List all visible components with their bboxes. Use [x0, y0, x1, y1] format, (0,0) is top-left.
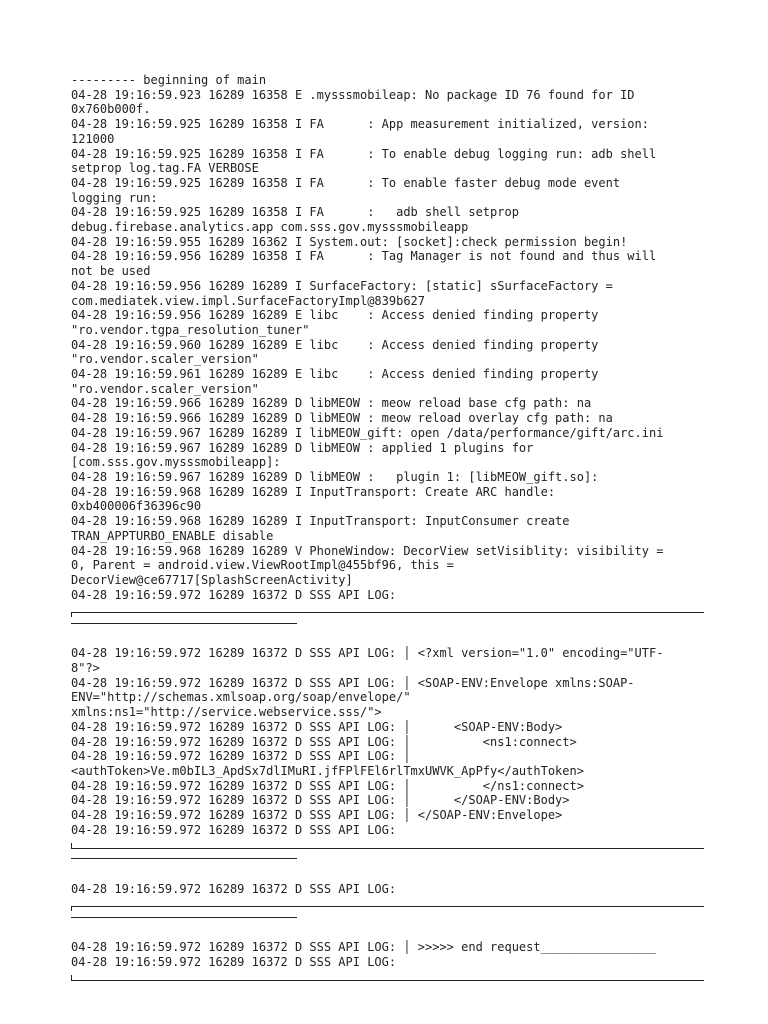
log-line: 04-28 19:16:59.967 16289 16289 D libMEOW : applied 1 plugins for	[71, 440, 534, 455]
log-line: 04-28 19:16:59.972 16289 16372 D SSS API LOG: │ >>>>> end request________________	[71, 940, 657, 955]
blank-line	[71, 926, 701, 941]
log-line: xmlns:ns1="http://service.webservice.sss/">	[71, 705, 382, 720]
log-line: 04-28 19:16:59.923 16289 16358 E .mysssmobileap: No package ID 76 found for ID	[71, 87, 635, 102]
log-line: debug.firebase.analytics.app com.sss.gov.mysssmobileapp	[71, 220, 469, 235]
log-line: 04-28 19:16:59.925 16289 16358 I FA : To enable faster debug mode event	[71, 175, 621, 190]
log-line: 04-28 19:16:59.956 16289 16358 I FA : Tag Manager is not found and thus will	[71, 249, 657, 264]
log-line: setprop log.tag.FA VERBOSE	[71, 161, 259, 176]
box-rule-segment	[71, 917, 297, 918]
log-line: 04-28 19:16:59.966 16289 16289 D libMEOW : meow reload base cfg path: na	[71, 396, 592, 411]
log-line: 04-28 19:16:59.972 16289 16372 D SSS API LOG:	[71, 955, 397, 970]
log-line: 04-28 19:16:59.925 16289 16358 I FA : App measurement initialized, version:	[71, 117, 649, 132]
log-line: 04-28 19:16:59.972 16289 16372 D SSS API LOG: │ </SOAP-ENV:Envelope>	[71, 808, 563, 823]
log-line: 04-28 19:16:59.968 16289 16289 I InputTransport: Create ARC handle:	[71, 484, 556, 499]
log-line: 04-28 19:16:59.956 16289 16289 E libc : Access denied finding property	[71, 308, 599, 323]
log-line: com.mediatek.view.impl.SurfaceFactoryImpl@839b627	[71, 293, 426, 308]
log-line: 8"?>	[71, 661, 100, 676]
log-line: 04-28 19:16:59.968 16289 16289 V PhoneWindow: DecorView setVisiblity: visibility =	[71, 543, 664, 558]
blank-line	[71, 632, 701, 647]
log-line: 04-28 19:16:59.972 16289 16372 D SSS API LOG: │ </SOAP-ENV:Body>	[71, 793, 570, 808]
logcat-output	[71, 73, 701, 984]
log-line: 04-28 19:16:59.955 16289 16362 I System.out: [socket]:check permission begin!	[71, 234, 628, 249]
log-line: logging run:	[71, 190, 158, 205]
log-line: [com.sss.gov.mysssmobileapp]:	[71, 455, 281, 470]
box-bottom-border	[71, 970, 701, 985]
log-line: 04-28 19:16:59.925 16289 16358 I FA : adb shell setprop	[71, 205, 519, 220]
box-rule	[71, 906, 704, 907]
box-top-border	[71, 896, 701, 911]
log-line: 04-28 19:16:59.972 16289 16372 D SSS API LOG: │ <?xml version="1.0" encoding="UTF-	[71, 646, 664, 661]
box-rule-segment	[71, 623, 297, 624]
log-line: 0xb400006f36396c90	[71, 499, 202, 514]
log-line: <authToken>Ve.m0bIL3_ApdSx7dlIMuRI.jfFPlFEl6rlTmxUWVK_ApPfy</authToken>	[71, 764, 584, 778]
log-line: 04-28 19:16:59.972 16289 16372 D SSS API LOG: │ <ns1:connect>	[71, 734, 577, 749]
log-line: 04-28 19:16:59.972 16289 16372 D SSS API LOG: │ </ns1:connect>	[71, 778, 584, 793]
log-line: 0, Parent = android.view.ViewRootImpl@455bf96, this =	[71, 558, 454, 573]
log-line: 04-28 19:16:59.972 16289 16372 D SSS API LOG:	[71, 587, 397, 602]
log-line: --------- beginning of main	[71, 73, 267, 87]
log-line: "ro.vendor.scaler_version"	[71, 381, 259, 396]
log-line: 04-28 19:16:59.972 16289 16372 D SSS API LOG: │	[71, 749, 411, 764]
log-line: 04-28 19:16:59.956 16289 16289 I SurfaceFactory: [static] sSurfaceFactory =	[71, 278, 613, 293]
log-line: 04-28 19:16:59.925 16289 16358 I FA : To enable debug logging run: adb shell	[71, 146, 657, 161]
log-line: not be used	[71, 264, 151, 279]
blank-line	[71, 867, 701, 882]
log-line: 04-28 19:16:59.967 16289 16289 D libMEOW : plugin 1: [libMEOW_gift.so]:	[71, 469, 599, 484]
box-rule-continuation	[71, 911, 701, 926]
log-line: 04-28 19:16:59.972 16289 16372 D SSS API LOG: │ <SOAP-ENV:Body>	[71, 719, 563, 734]
box-rule	[71, 848, 704, 849]
log-line: 04-28 19:16:59.968 16289 16289 I InputTransport: InputConsumer create	[71, 514, 570, 529]
log-line: "ro.vendor.scaler_version"	[71, 352, 259, 367]
log-line: 04-28 19:16:59.966 16289 16289 D libMEOW : meow reload overlay cfg path: na	[71, 411, 613, 426]
log-line: 121000	[71, 131, 115, 146]
log-line: DecorView@ce67717[SplashScreenActivity]	[71, 572, 353, 587]
box-top-border	[71, 602, 701, 617]
log-line: 04-28 19:16:59.961 16289 16289 E libc : Access denied finding property	[71, 367, 599, 382]
log-line: 0x760b000f.	[71, 102, 151, 117]
log-line: 04-28 19:16:59.972 16289 16372 D SSS API LOG:	[71, 822, 397, 837]
box-rule-continuation	[71, 617, 701, 632]
log-line: 04-28 19:16:59.972 16289 16372 D SSS API LOG:	[71, 881, 397, 896]
box-rule-continuation	[71, 852, 701, 867]
log-line: "ro.vendor.tgpa_resolution_tuner"	[71, 322, 310, 337]
log-line: 04-28 19:16:59.972 16289 16372 D SSS API LOG: │ <SOAP-ENV:Envelope xmlns:SOAP-	[71, 675, 635, 690]
box-rule	[71, 980, 704, 981]
box-bottom-border	[71, 838, 701, 853]
log-line: 04-28 19:16:59.960 16289 16289 E libc : Access denied finding property	[71, 337, 599, 352]
log-line: TRAN_APPTURBO_ENABLE disable	[71, 528, 274, 543]
log-line: 04-28 19:16:59.967 16289 16289 I libMEOW_gift: open /data/performance/gift/arc.ini	[71, 425, 664, 440]
log-line: ENV="http://schemas.xmlsoap.org/soap/envelope/"	[71, 690, 411, 705]
box-rule	[71, 612, 704, 613]
box-rule-segment	[71, 858, 297, 859]
